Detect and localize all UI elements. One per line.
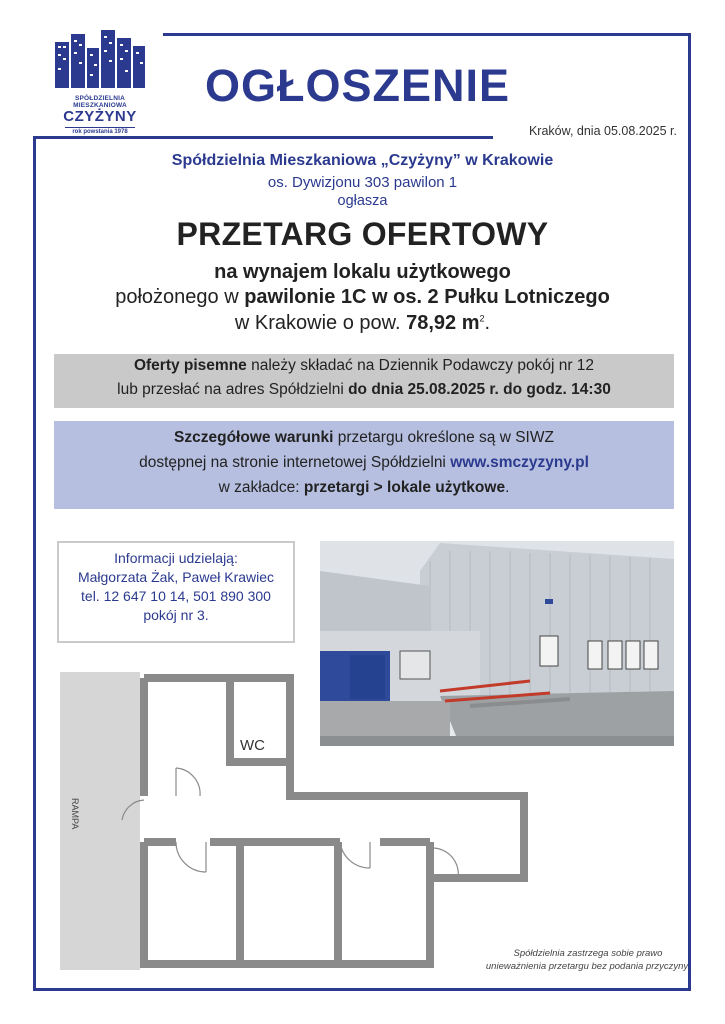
page-title: OGŁOSZENIE [205, 60, 511, 111]
contact-box [57, 541, 295, 643]
terms-end: . [505, 479, 510, 496]
terms-line-1 [54, 425, 674, 450]
frame-bottom-line [33, 988, 691, 991]
tab-path: przetargi > lokale użytkowe [303, 479, 506, 496]
area-exponent: 2 [479, 313, 485, 324]
disclaimer-line-2: unieważnienia przetargu bez podania przyczyny. [485, 961, 691, 972]
announces-text: ogłasza [337, 193, 388, 209]
offers-line-1 [54, 354, 674, 378]
organization-address: os. Dywizjonu 303 pawilon 1 [267, 174, 458, 191]
tender-heading: PRZETARG OFERTOWY [176, 216, 549, 252]
frame-header-divider [33, 136, 493, 139]
disclaimer [470, 947, 706, 973]
date-line: Kraków, dnia 05.08.2025 r. [528, 124, 677, 138]
offers-line-2 [54, 378, 674, 402]
area-end: . [484, 312, 491, 334]
floor-plan [60, 672, 530, 970]
area-value: 78,92 m [406, 312, 480, 334]
logo-small-text: SPÓŁDZIELNIA MIESZKANIOWA [73, 95, 127, 109]
frame-right-line [688, 33, 691, 991]
contact-room: pokój nr 3. [143, 607, 209, 623]
disclaimer-line-1: Spółdzielnia zastrzega sobie prawo [513, 948, 663, 959]
website-link[interactable]: www.smczyzyny.pl [450, 454, 589, 471]
logo-name-text: CZYŻYNY [63, 108, 137, 125]
logo-year-text: rok powstania 1978 [72, 129, 128, 135]
terms-box [54, 421, 674, 509]
frame-left-line [33, 136, 36, 991]
location-pavilion: pawilonie 1C w os. 2 Pułku Lotniczego [244, 286, 610, 308]
offers-text-2: lub przesłać na adres Spółdzielni [117, 381, 349, 398]
buildings-logo-icon [53, 28, 147, 88]
tender-area [40, 312, 685, 335]
logo-divider [65, 127, 135, 128]
contact-people: Małgorzata Żak, Paweł Krawiec [77, 569, 275, 585]
terms-line-2 [54, 450, 674, 475]
offers-text-1: należy składać na Dziennik Podawczy pokój nr 12 [246, 357, 595, 374]
contact-heading: Informacji udzielają: [114, 550, 238, 566]
location-prefix: położonego w [115, 286, 245, 308]
offers-bold: Oferty pisemne [133, 357, 247, 374]
offers-deadline: do dnia 25.08.2025 r. do godz. 14:30 [348, 381, 611, 398]
frame-top-line [163, 33, 691, 36]
tender-subject: na wynajem lokalu użytkowego [214, 261, 511, 283]
terms-text-2: dostępnej na stronie internetowej Spółdzielni [139, 454, 451, 471]
terms-text-3: w zakładce: [218, 479, 304, 496]
area-prefix: w Krakowie o pow. [234, 312, 407, 334]
contact-phones: tel. 12 647 10 14, 501 890 300 [81, 588, 271, 604]
wc-label: WC [240, 737, 265, 754]
terms-bold: Szczegółowe warunki [174, 429, 334, 446]
offers-box [54, 354, 674, 408]
cooperative-logo [50, 28, 150, 135]
terms-line-3 [54, 475, 674, 500]
ramp-label: RAMPA [70, 798, 80, 830]
tender-location [40, 286, 685, 309]
terms-text-1: przetargu określone są w SIWZ [333, 429, 554, 446]
organization-name: Spółdzielnia Mieszkaniowa „Czyżyny” w Krakowie [171, 152, 554, 169]
